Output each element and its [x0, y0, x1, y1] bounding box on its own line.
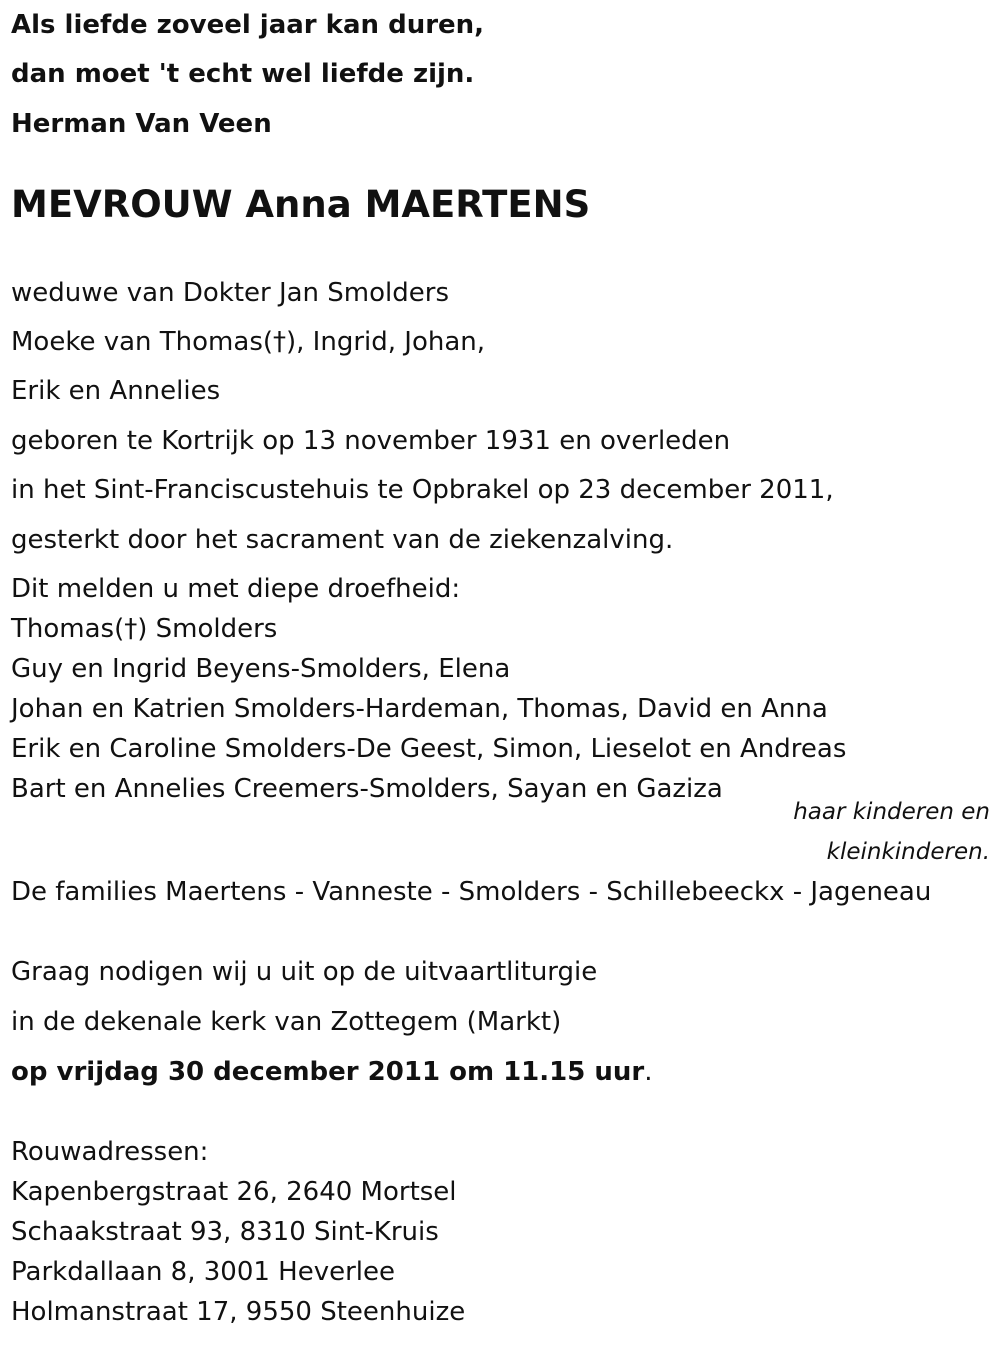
mourners-intro: Dit melden u met diepe droefheid: — [11, 574, 461, 604]
mourner-name: Johan en Katrien Smolders-Hardeman, Thomas, David en Anna — [11, 694, 828, 724]
address-item: Parkdallaan 8, 3001 Heverlee — [11, 1257, 396, 1287]
bio-line-6: gesterkt door het sacrament van de ziekenzalving. — [11, 525, 674, 555]
mourner-name: Erik en Caroline Smolders-De Geest, Simon, Lieselot en Andreas — [11, 734, 847, 764]
bio-line-5: in het Sint-Franciscustehuis te Opbrakel op 23 december 2011, — [11, 475, 834, 505]
relation-line-1: haar kinderen en — [793, 799, 990, 825]
quote-line-2: dan moet 't echt wel liefde zijn. — [11, 59, 475, 89]
invitation-line-1: Graag nodigen wij u uit op de uitvaartliturgie — [11, 957, 598, 987]
deceased-name-title: MEVROUW Anna MAERTENS — [11, 183, 591, 226]
relation-line-2: kleinkinderen. — [826, 839, 990, 865]
addresses-heading: Rouwadressen: — [11, 1137, 209, 1167]
bio-line-1: weduwe van Dokter Jan Smolders — [11, 278, 450, 308]
address-item: Schaakstraat 93, 8310 Sint-Kruis — [11, 1217, 439, 1247]
bio-line-2: Moeke van Thomas(†), Ingrid, Johan, — [11, 327, 486, 357]
mourner-name: Guy en Ingrid Beyens-Smolders, Elena — [11, 654, 511, 684]
address-item: Kapenbergstraat 26, 2640 Mortsel — [11, 1177, 457, 1207]
address-item: Holmanstraat 17, 9550 Steenhuize — [11, 1297, 466, 1327]
funeral-date-punct: . — [644, 1057, 653, 1087]
funeral-date-line — [11, 1056, 653, 1088]
bio-line-3: Erik en Annelies — [11, 376, 221, 406]
funeral-date: op vrijdag 30 december 2011 om 11.15 uur — [11, 1057, 645, 1087]
families-line: De families Maertens - Vanneste - Smolders - Schillebeeckx - Jageneau — [11, 877, 932, 907]
bio-line-4: geboren te Kortrijk op 13 november 1931 en overleden — [11, 426, 731, 456]
mourner-name: Bart en Annelies Creemers-Smolders, Sayan en Gaziza — [11, 774, 723, 804]
invitation-line-2: in de dekenale kerk van Zottegem (Markt) — [11, 1007, 562, 1037]
mourner-name: Thomas(†) Smolders — [11, 614, 278, 644]
quote-author: Herman Van Veen — [11, 109, 272, 139]
quote-line-1: Als liefde zoveel jaar kan duren, — [11, 10, 485, 40]
